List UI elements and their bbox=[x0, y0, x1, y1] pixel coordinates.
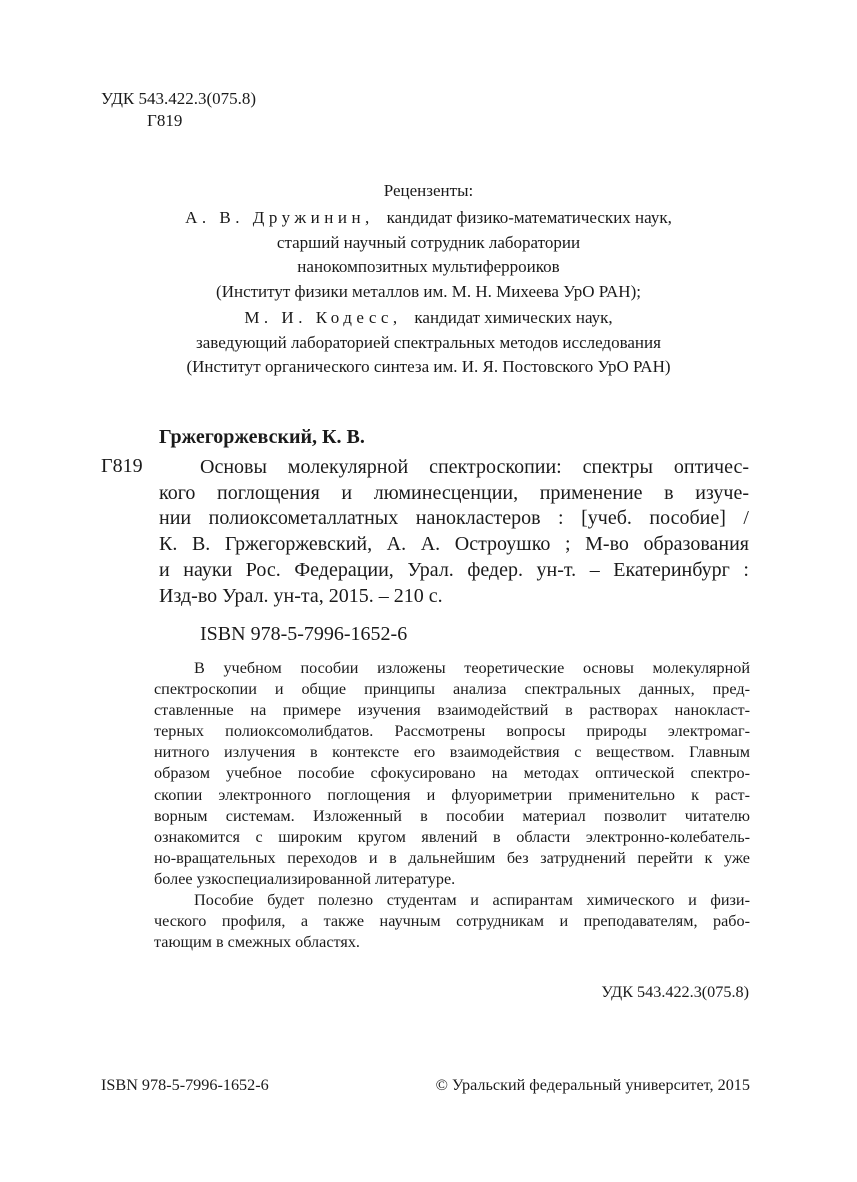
footer-copyright: © Уральский федеральный университет, 2015 bbox=[435, 1076, 750, 1094]
bib-isbn: ISBN 978-5-7996-1652-6 bbox=[200, 623, 408, 645]
abstract-line: нитного излучения в контексте его взаимодействия с веществом. Главным bbox=[154, 743, 750, 762]
abstract-line: ворным системам. Изложенный в пособии материал позволит читателю bbox=[154, 806, 750, 825]
bib-line: и науки Рос. Федерации, Урал. федер. ун-т. – Екатеринбург : bbox=[159, 558, 749, 581]
abstract-line: скопии электронного поглощения и флуориметрии применительно к раст- bbox=[154, 785, 750, 804]
abstract-line: образом учебное пособие сфокусировано на методах оптической спектро- bbox=[154, 764, 750, 783]
reviewer-1-position: старший научный сотрудник лаборатории bbox=[276, 232, 581, 252]
bib-line: кого поглощения и люминесценции, применение в изуче- bbox=[159, 481, 749, 504]
bib-line: Основы молекулярной спектроскопии: спектры оптичес- bbox=[200, 456, 749, 478]
reviewer-1-line-1 bbox=[0, 206, 857, 231]
reviewer-1-institute: (Институт физики металлов им. М. Н. Михеева УрО РАН); bbox=[216, 281, 641, 301]
reviewer-1-degree: кандидат физико-математических наук, bbox=[386, 208, 672, 227]
reviewer-2-degree: кандидат химических наук, bbox=[414, 308, 613, 327]
bib-line: нии полиоксометаллатных нанокластеров : [учеб. пособие] / bbox=[159, 507, 749, 530]
reviewer-2-line-1 bbox=[0, 306, 857, 331]
bib-author: Гржегоржевский, К. В. bbox=[159, 426, 365, 448]
abstract-line: более узкоспециализированной литературе. bbox=[154, 869, 456, 888]
udk-bottom: УДК 543.422.3(075.8) bbox=[601, 983, 749, 1001]
reviewer-2 bbox=[0, 306, 857, 380]
author-sign-code: Г819 bbox=[147, 111, 183, 130]
reviewer-2-name: М. И. Кодесс, bbox=[244, 308, 402, 327]
abstract-line: тающим в смежных областях. bbox=[154, 933, 360, 952]
abstract-line: ознакомится с широким кругом явлений в области электронно-колебатель- bbox=[154, 827, 750, 846]
bib-code: Г819 bbox=[101, 455, 143, 477]
abstract-line: Пособие будет полезно студентам и аспирантам химического и физи- bbox=[194, 891, 750, 910]
bib-line: К. В. Гржегоржевский, А. А. Остроушко ; М-во образования bbox=[159, 533, 749, 556]
abstract bbox=[154, 658, 750, 953]
abstract-line: ческого профиля, а также научным сотрудникам и преподавателям, рабо- bbox=[154, 912, 750, 931]
abstract-line: ставленные на примере изучения взаимодействий в растворах нанокласт- bbox=[154, 701, 750, 720]
udk-header bbox=[101, 88, 256, 132]
udk-code: УДК 543.422.3(075.8) bbox=[101, 89, 257, 108]
bibliographic-record bbox=[159, 455, 749, 609]
abstract-line: но-вращательных переходов и в дальнейшим без затруднений перейти к уже bbox=[154, 848, 750, 867]
abstract-line: спектроскопии и общие принципы анализа спектральных данных, пред- bbox=[154, 680, 750, 699]
footer-isbn: ISBN 978-5-7996-1652-6 bbox=[101, 1076, 269, 1094]
reviewer-2-position: заведующий лабораторией спектральных методов исследования bbox=[196, 332, 661, 352]
reviewer-1 bbox=[0, 206, 857, 304]
reviewer-2-institute: (Институт органического синтеза им. И. Я. Постовского УрО РАН) bbox=[186, 357, 671, 376]
reviewers-title: Рецензенты: bbox=[383, 181, 474, 200]
abstract-line: В учебном пособии изложены теоретические основы молекулярной bbox=[194, 659, 750, 677]
reviewer-1-lab: нанокомпозитных мультиферроиков bbox=[297, 257, 560, 276]
bib-line: Изд-во Урал. ун-та, 2015. – 210 с. bbox=[159, 584, 443, 607]
reviewer-1-name: А. В. Дружинин, bbox=[185, 208, 374, 227]
abstract-line: терных полиоксомолибдатов. Рассмотрены вопросы природы электромаг- bbox=[154, 722, 750, 741]
